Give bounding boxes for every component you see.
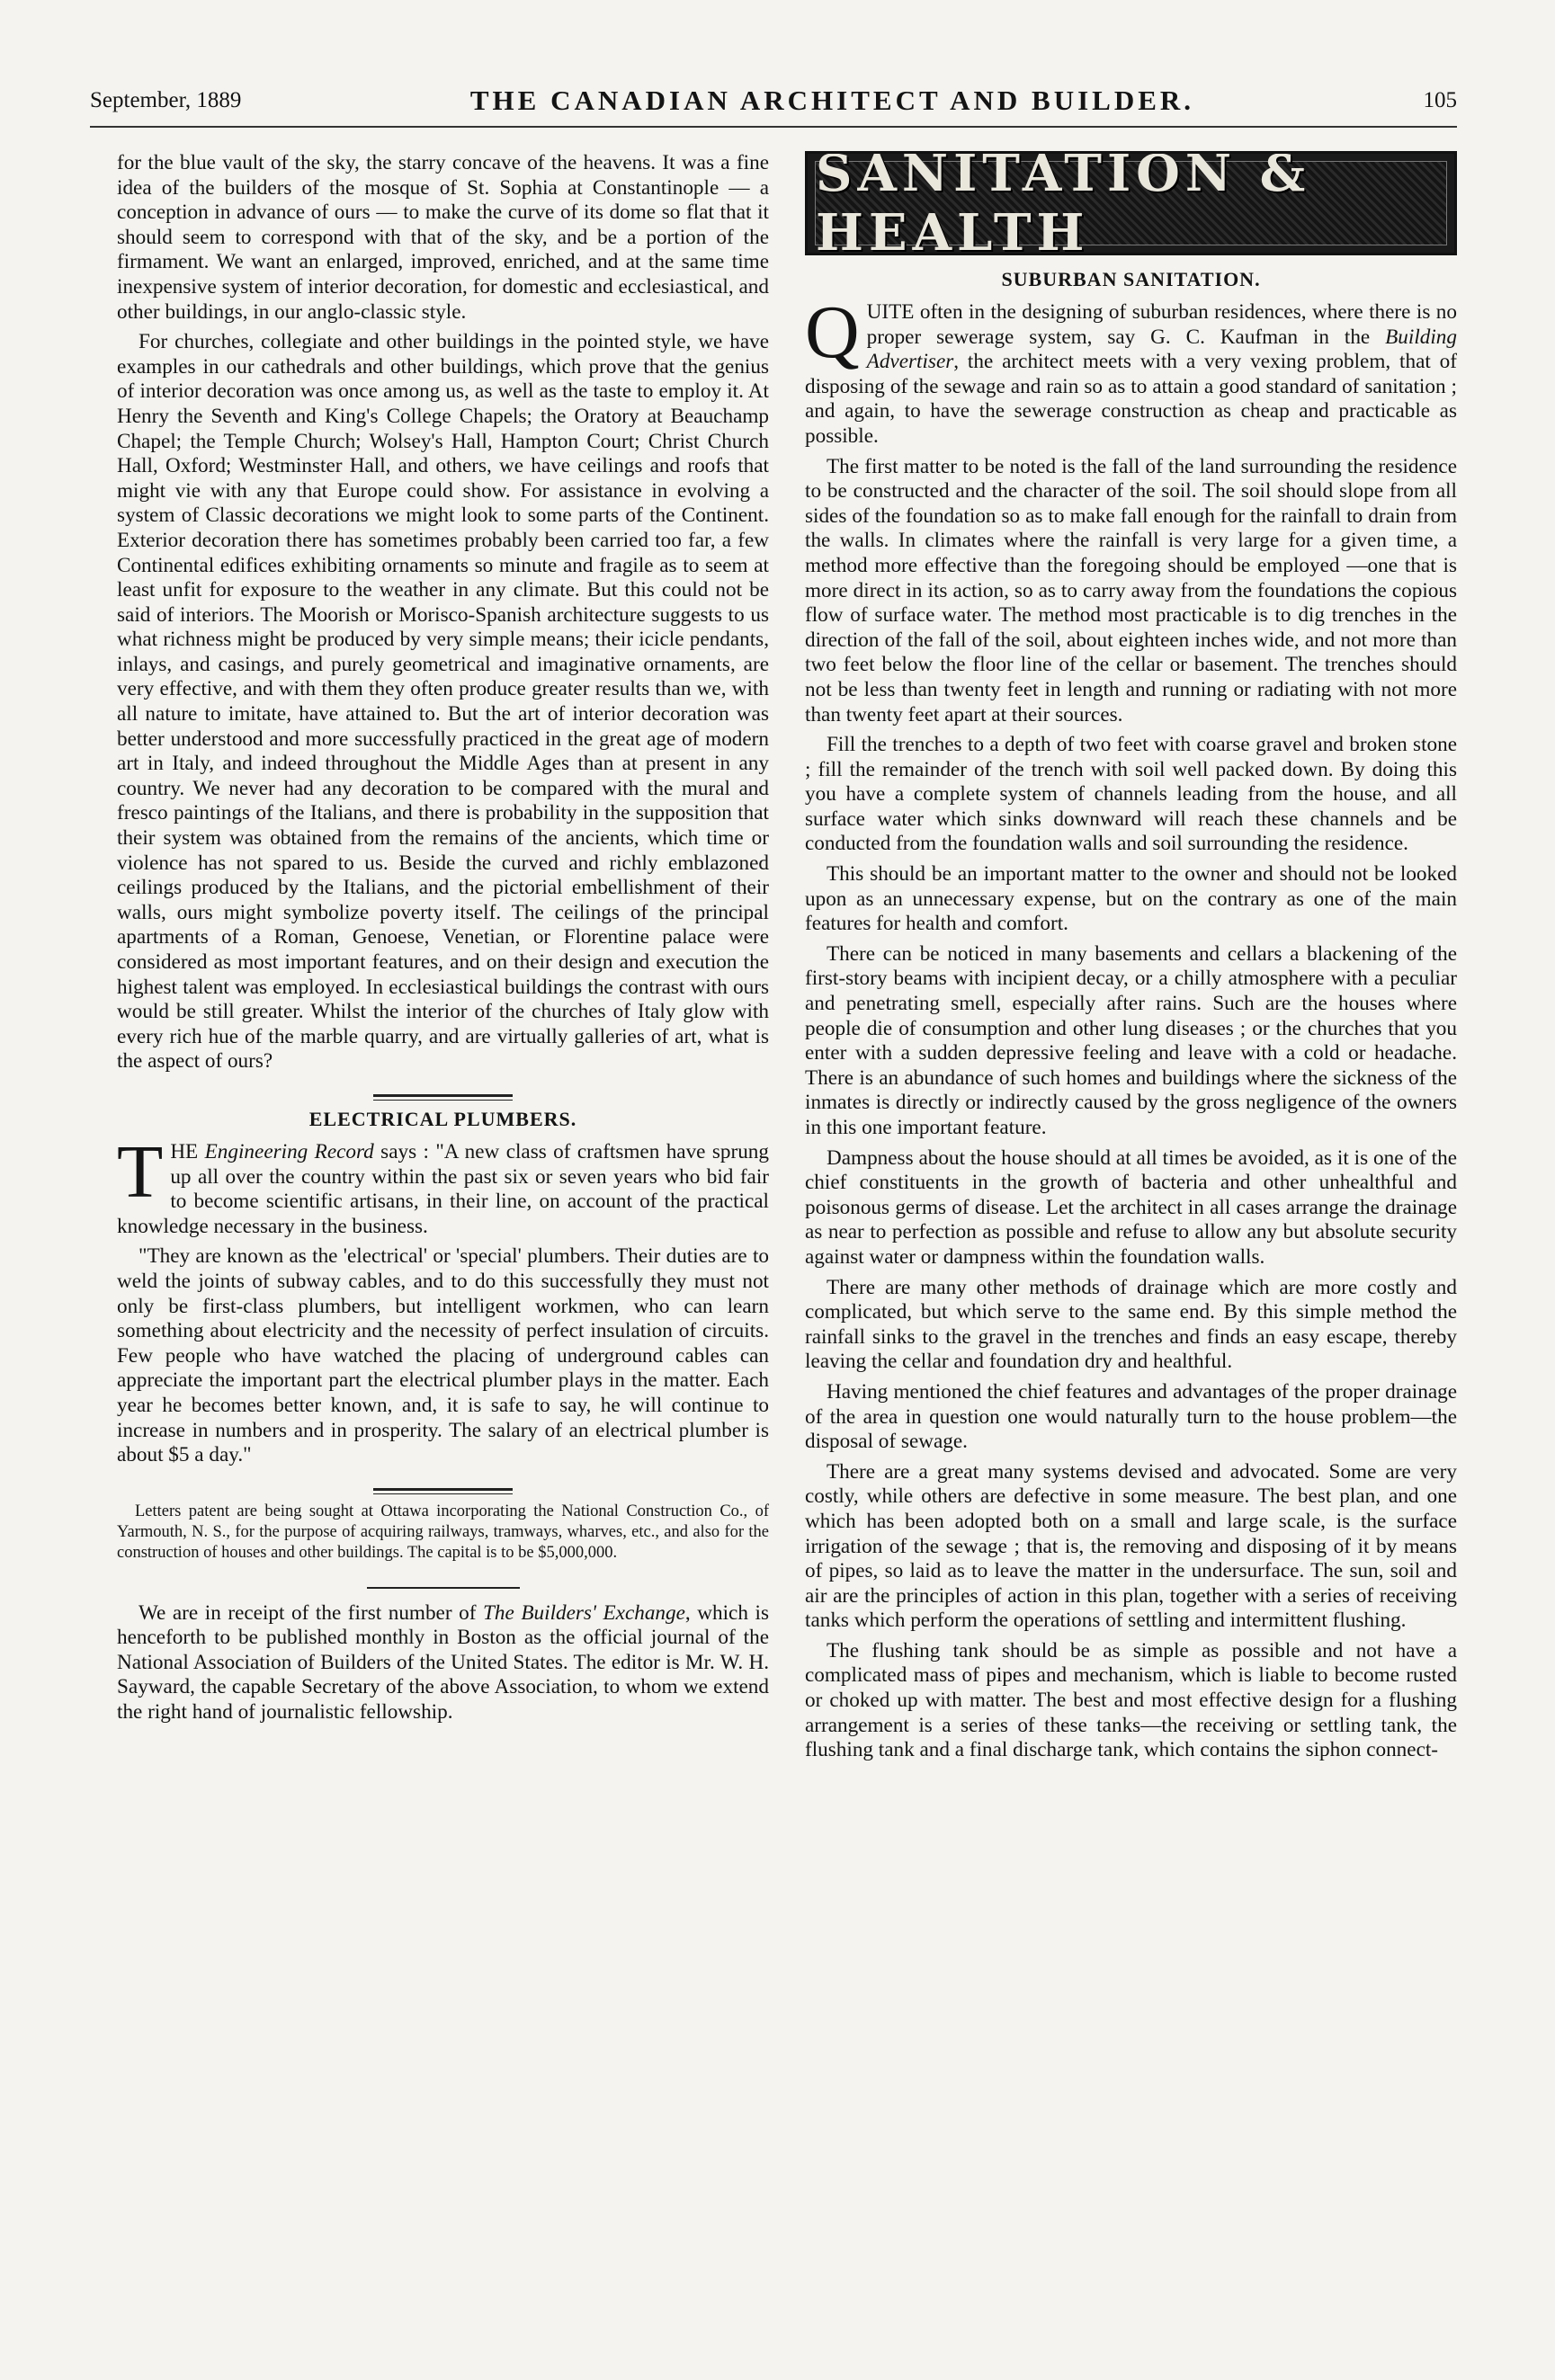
masthead [90, 76, 1457, 128]
electrical-plumbers-paragraph: "They are known as the 'electrical' or 'special' plumbers. Their duties are to weld the joints of subway cables, and to do this successfully they must not only be first-class plumbers, but intelligent workmen, who can learn something about electricity and the necessity of perfect insulation of circuits. Few people who have watched the placing of underground cables can appreciate the important part the electrical plumber plays in the matter. Each year he becomes better known, and, it is safe to say, he will continue to increase in numbers and in prosperity. The salary of an electrical plumber is about $5 a day." [117, 1244, 769, 1467]
interior-decoration-paragraph: For churches, collegiate and other buildings in the pointed style, we have examples in our cathedrals and other buildings, which prove that the genius of interior decoration was once among us, as well as the taste to employ it. At Henry the Seventh and King's College Chapels; the Oratory at Beauchamp Chapel; the Temple Church; Wolsey's Hall, Hampton Court; Christ Church Hall, Oxford; Westminster Hall, and others, we have ceilings and roofs that might vie with any that Europe could show. For assistance in evolving a system of Classic decorations we might look to some parts of the Continent. Exterior decoration there has sometimes probably been carried too far, a few Continental edifices exhibiting ornaments so minute and fragile as to seem at least unfit for exposure to the weather in any climate. But this could not be said of interiors. The Moorish or Morisco-Spanish architecture suggests to us what richness might be produced by very simple means; their icicle pendants, inlays, and casings, and purely geometrical and imaginative ornaments, are very effective, and with them they often produce greater results than we, with all nature to imitate, have attained to. But the art of interior decoration was better understood and more successfully practiced in the great age of modern art in Italy, and indeed throughout the Middle Ages than at present in any country. We never had any decoration to be compared with the mural and fresco paintings of the Italians, and there is probability in the supposition that their system was obtained from the remains of the ancients, which time or violence has not spared to us. Beside the curved and richly emblazoned ceilings produced by the Italians, and the pictorial embellishment of their walls, ours might symbolize poverty itself. The ceilings of the principal apartments of a Roman, Genoese, Venetian, or Florentine palace were considered as most important features, and on their design and execution the highest talent was employed. In ecclesiastical buildings the contrast with ours would be still greater. Whilst the interior of the churches of Italy glow with every rich hue of the marble quarry, and are virtually galleries of art, what is the aspect of ours? [117, 330, 769, 1074]
sanitation-paragraph: There are many other methods of drainage which are more costly and complicated, but which serve to the same end. By this simple method the rainfall sinks to the gravel in the trenches and finds an easy escape, thereby leaving the cellar and foundation dry and healthful. [805, 1275, 1457, 1374]
lead-caps: HE [170, 1139, 199, 1163]
publication-title: THE CANADIAN ARCHITECT AND BUILDER. [469, 85, 1195, 116]
sanitation-paragraph: Dampness about the house should at all times be avoided, as it is one of the chief constituents in the growth of bacteria and other unhealthful and poisonous germs of disease. Let the architect in all cases arrange the drainage as near to perfection as possible and refuse to allow any but absolute security against water or dampness within the foundation walls. [805, 1145, 1457, 1269]
electrical-plumbers-title: ELECTRICAL PLUMBERS. [308, 1107, 577, 1130]
sanitation-paragraph: Having mentioned the chief features and advantages of the proper drainage of the area in question one would naturally turn to the house problem—the disposal of sewage. [805, 1379, 1457, 1454]
section-divider [373, 1094, 513, 1101]
sanitation-paragraph: The first matter to be noted is the fall of the land surrounding the residence to be constructed and the character of the soil. The soil should slope from all sides of the foundation so as to make fall enough for the rainfall to drain from the walls. In climates where the rainfall is very large for a given time, a method more effective than the foregoing should be employed —one that is more direct in its action, so as to carry away from the foundations the copious flow of surface water. The method most practicable is to dig trenches in the direction of the fall of the soil, about eighteen inches wide, and not more than two feet below the floor line of the cellar or basement. The trenches should not be less than twenty feet in length and running or radiating with not more than twenty feet apart at their sources. [805, 454, 1457, 726]
lead-text: often in the designing of suburban residences, where there is no proper sewerage system, say G. C. Kaufman in the [866, 300, 1457, 349]
banner-ornament [815, 151, 1447, 255]
electrical-plumbers-lead [117, 1129, 769, 1239]
text-run: , which is henceforth to be published monthly in Boston as the official journal of the National Association of Builders of the United States. The editor is Mr. W. H. Sayward, the capable Secretary of the above Association, to whom we extend the right hand of journalistic fellowship. [117, 1600, 769, 1725]
interior-decoration-paragraph: for the blue vault of the sky, the starry concave of the heavens. It was a fine idea of the builders of the mosque of St. Sophia at Constantinople — a conception in advance of ours — to make the curve of its dome so flat that it should seem to correspond with that of the sky, and be a portion of the firmament. We want an enlarged, improved, enriched, and at the same time inexpensive system of interior decoration, for domestic and ecclesiastical, and other buildings, in our anglo-classic style. [117, 151, 769, 324]
builders-exchange-paragraph [117, 1601, 769, 1725]
sanitation-paragraph: Fill the trenches to a depth of two feet with coarse gravel and broken stone ; fill the remainder of the trench with soil well packed down. By doing this you have a complete system of channels leading from the house, and all surface water which sinks downward will reach these channels and be conducted from the foundation walls and soil surrounding the residence. [805, 733, 1457, 856]
text-run: We are in receipt of the first number of [139, 1600, 484, 1625]
suburban-sanitation-lead [805, 290, 1457, 450]
drop-cap-letter: Q [805, 290, 860, 374]
sanitation-paragraph: This should be an important matter to the owner and should not be looked upon as an unnecessary expense, but on the contrary as one of the main features for health and comfort. [805, 862, 1457, 936]
drop-cap-letter: T [117, 1129, 164, 1214]
page-number: 105 [1423, 88, 1457, 112]
section-divider [373, 1488, 513, 1494]
suburban-sanitation-title: SUBURBAN SANITATION. [1001, 268, 1261, 290]
source-publication: Engineering Record [204, 1139, 374, 1163]
sanitation-paragraph: The flushing tank should be as simple as possible and not have a complicated mass of pipes and mechanism, which is liable to become rusted or choked up with matter. The best and most effective design for a flushing arrangement is a series of these tanks—the receiving or settling tank, the flushing tank and a final discharge tank, which contains the siphon connect- [805, 1638, 1457, 1762]
left-column [117, 151, 769, 1731]
sanitation-paragraph: There can be noticed in many basements and cellars a blackening of the first-story beams with incipient decay, or a chilly atmosphere with a peculiar and penetrating smell, especially after rains. Such are the houses where people die of consumption and other lung diseases ; or the churches that you enter with a sudden depressive feeling and leave with a cold or headache. There is an abundance of such homes and buildings where the sickness of the inmates is directly or indirectly caused by the gross negligence of the owners in this one important feature. [805, 941, 1457, 1139]
section-divider [367, 1587, 520, 1589]
journal-title: The Builders' Exchange [483, 1600, 685, 1625]
right-column [805, 151, 1457, 1769]
sanitation-banner [805, 151, 1457, 255]
banner-lettering: SANITATION & HEALTH [816, 151, 1311, 255]
issue-date: September, 1889 [90, 88, 242, 112]
letters-patent-notice: Letters patent are being sought at Ottawa incorporating the National Construction Co., of Yarmouth, N. S., for the purpose of acquiring railways, tramways, wharves, etc., and also for the construction of houses and other buildings. The capital is to be $5,000,000. [117, 1502, 769, 1562]
source-publication: Building Advertiser [866, 325, 1457, 374]
lead-text: says : "A new class of craftsmen have sprung up all over the country within the past six or seven years who bid fair to become scientific artisans, in their line, on account of the practical knowledge necessary in the business. [117, 1139, 769, 1238]
lead-caps: UITE [866, 300, 915, 324]
sanitation-paragraph: There are a great many systems devised and advocated. Some are very costly, while others are defective in some measure. The best plan, and one which has been adopted both on a small and large scale, is the surface irrigation of the sewage ; that is, the removing and disposing of it by means of pipes, so laid as to leave the matter in the undersurface. The sun, soil and air are the principles of action in this plan, together with a series of receiving tanks which perform the operations of settling and intermittent flushing. [805, 1459, 1457, 1633]
lead-text: , the architect meets with a very vexing problem, that of disposing of the sewage and rain so as to attain a good standard of sanitation ; and again, to have the sewerage construction as cheap and practicable as possible. [805, 350, 1457, 448]
